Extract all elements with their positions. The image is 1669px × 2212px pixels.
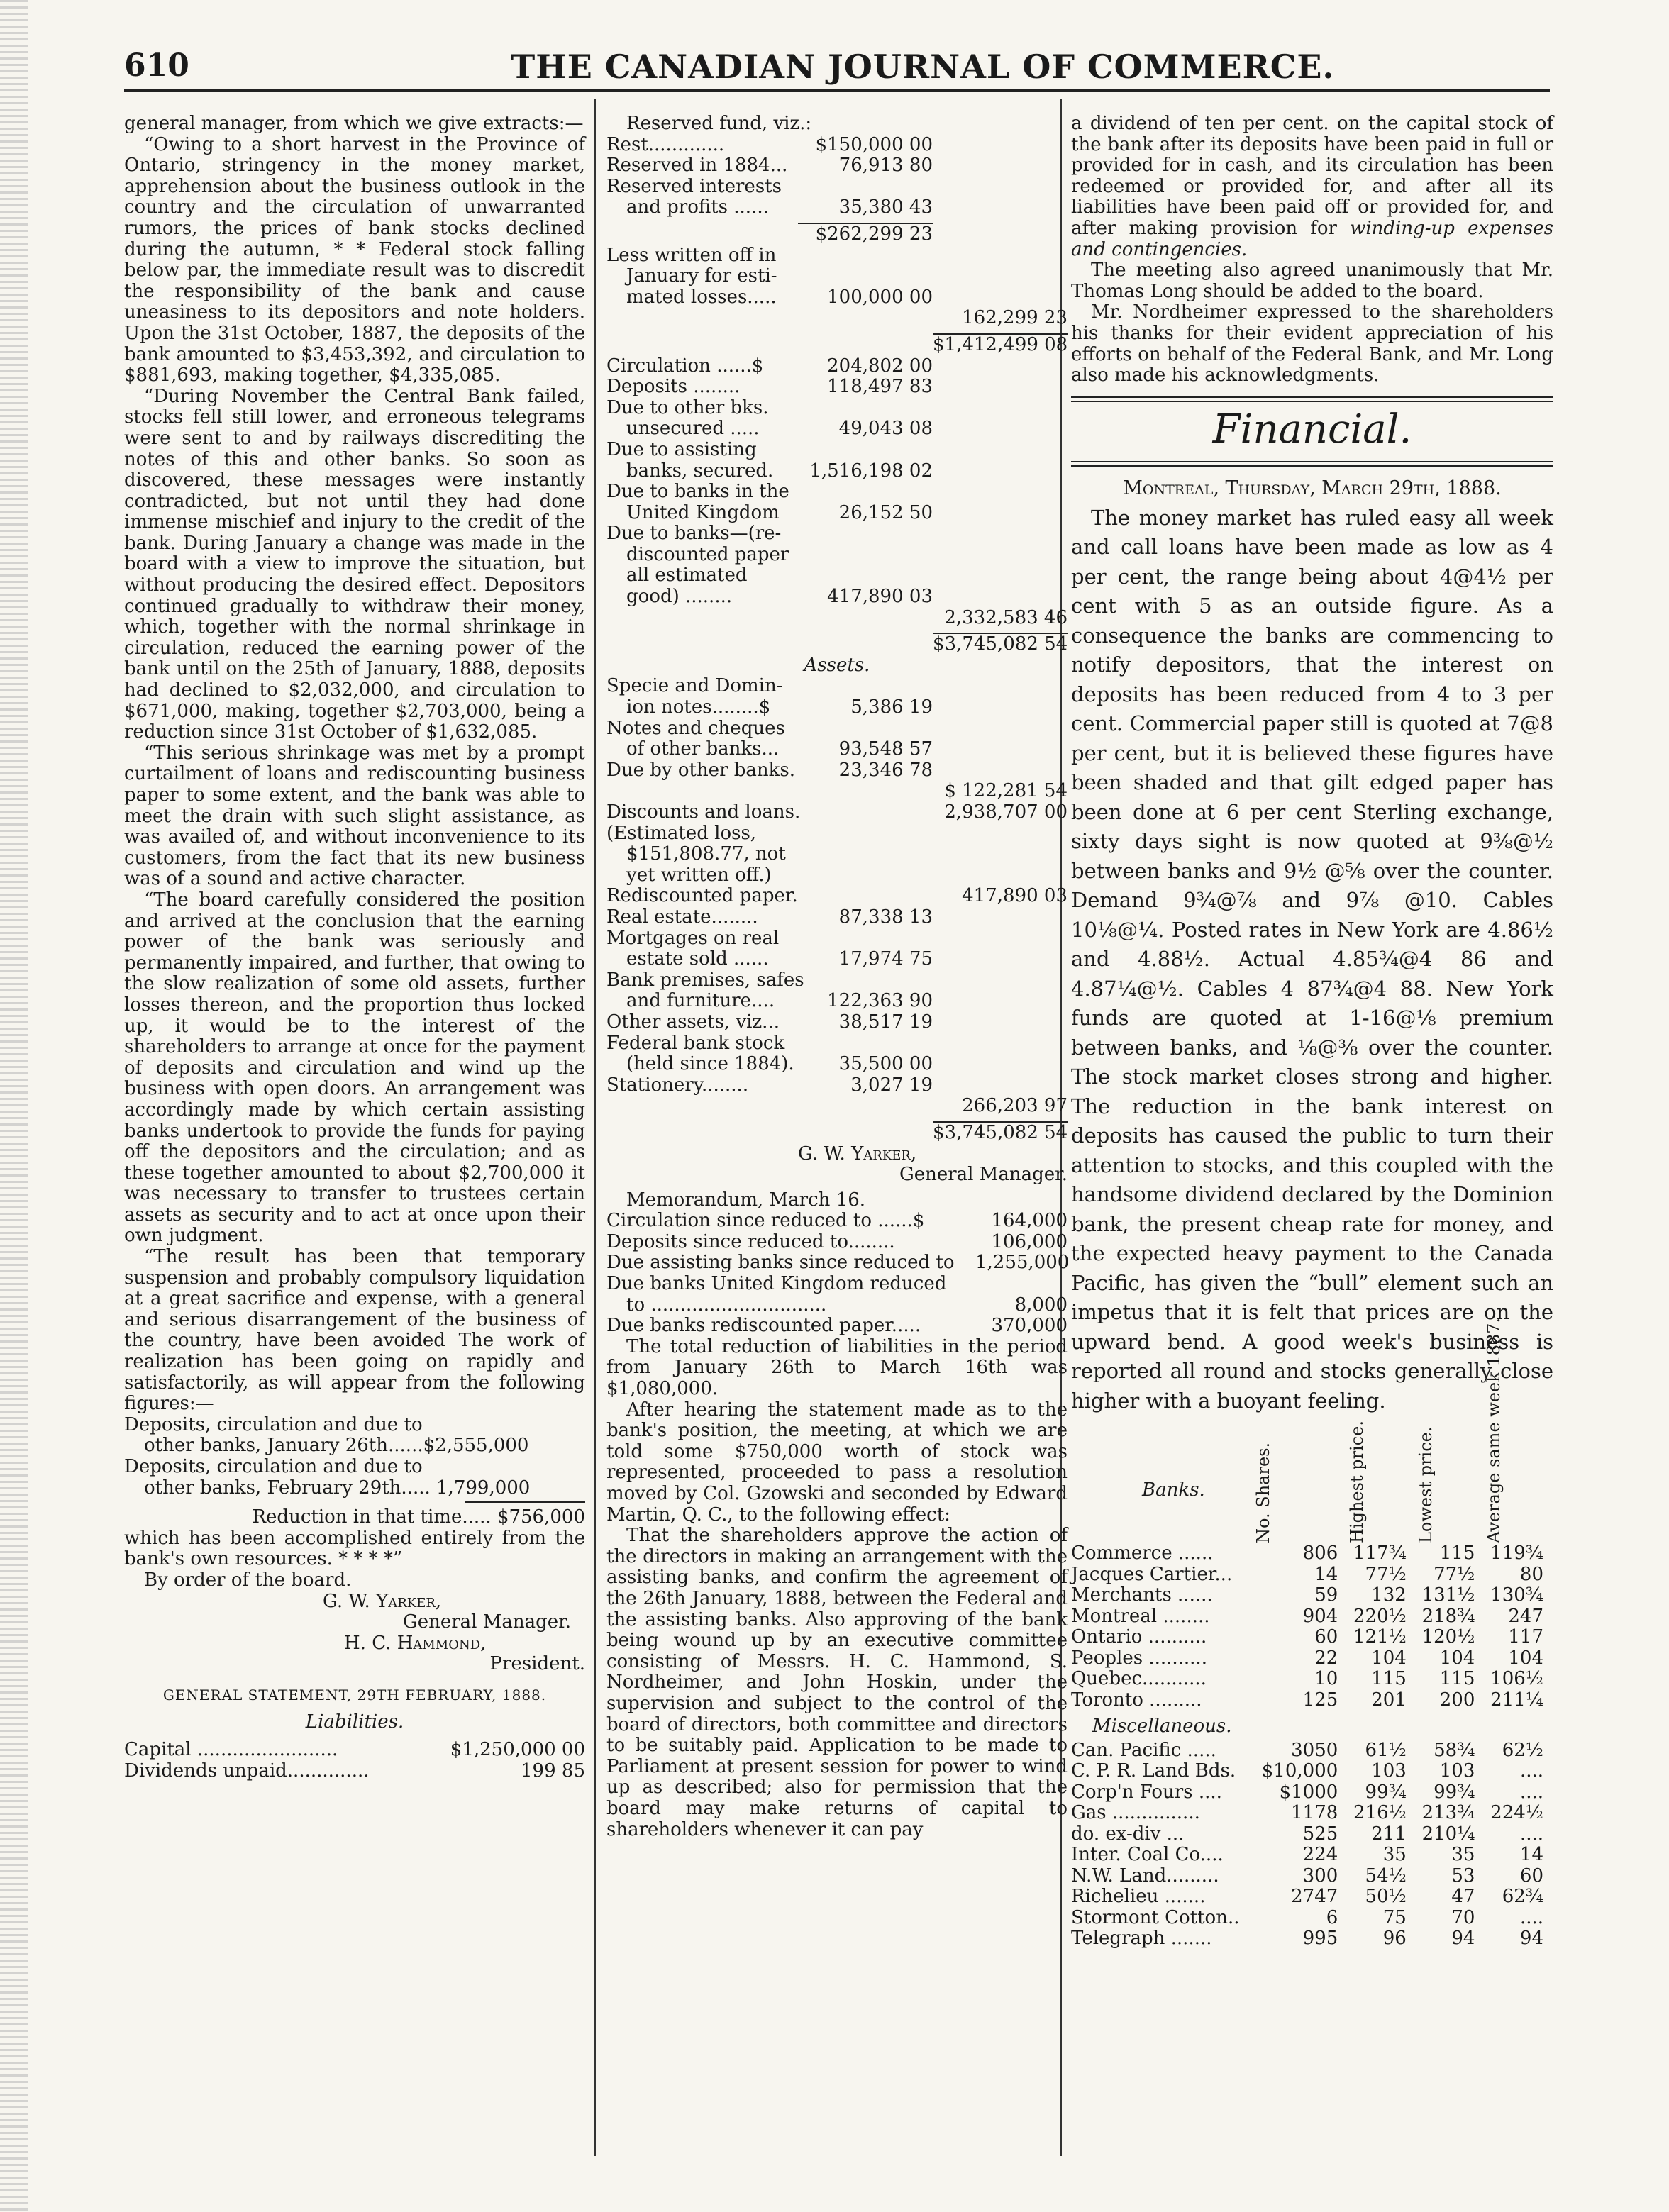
row-value: $3,745,082 54 bbox=[933, 1121, 1068, 1143]
row-label: Deposits since reduced to........ bbox=[606, 1231, 895, 1252]
memo-row bbox=[606, 1232, 1068, 1253]
row-value: 204,802 00 bbox=[827, 355, 933, 377]
stock-name: Stormont Cotton.. bbox=[1071, 1906, 1240, 1928]
row-value: 1,516,198 02 bbox=[809, 460, 933, 482]
stock-high: 61½ bbox=[1365, 1739, 1407, 1761]
row-value: 417,890 03 bbox=[827, 586, 933, 608]
stock-name: Montreal ........ bbox=[1071, 1605, 1210, 1627]
table-row bbox=[1071, 1908, 1553, 1929]
less-row bbox=[606, 287, 1068, 309]
stock-low: 210¼ bbox=[1421, 1823, 1475, 1845]
row-label: Specie and Domin- bbox=[606, 675, 783, 697]
section-rule bbox=[1071, 396, 1553, 402]
stock-high: 54½ bbox=[1365, 1864, 1407, 1886]
row-label: and furniture.... bbox=[626, 991, 775, 1012]
row-label: Due banks rediscounted paper..... bbox=[606, 1316, 921, 1337]
table-row bbox=[1071, 1606, 1553, 1628]
stock-high: 96 bbox=[1382, 1928, 1407, 1950]
row-value: 35,380 43 bbox=[838, 196, 933, 218]
table-row bbox=[1071, 1740, 1553, 1762]
stock-high: 103 bbox=[1371, 1760, 1407, 1782]
paragraph: The total reduction of liabilities in the period from January 26th to March 16th was $1,080,000. bbox=[606, 1335, 1068, 1400]
due-assist-row bbox=[606, 461, 1068, 482]
stock-high: 99¾ bbox=[1365, 1781, 1407, 1803]
stock-shares: 904 bbox=[1302, 1605, 1338, 1627]
stock-shares: 3050 bbox=[1291, 1739, 1338, 1761]
stock-shares: $10,000 bbox=[1261, 1760, 1338, 1782]
page-header bbox=[0, 39, 1669, 89]
sum-rule bbox=[465, 1501, 585, 1503]
stock-name: Telegraph ....... bbox=[1071, 1928, 1212, 1950]
stock-name: Merchants ...... bbox=[1071, 1584, 1213, 1606]
col-header-average: Average same week 1887. bbox=[1484, 1318, 1504, 1544]
memo-heading: Memorandum, March 16. bbox=[626, 1189, 866, 1211]
row-label: Reserved interests bbox=[606, 175, 782, 197]
stock-low: 70 bbox=[1451, 1906, 1475, 1928]
row-label: Dividends unpaid.............. bbox=[124, 1760, 370, 1782]
due-by-row bbox=[606, 760, 1068, 782]
statement-heading: GENERAL STATEMENT, 29TH FEBRUARY, 1888. bbox=[162, 1686, 547, 1704]
row-label: Discounts and loans. bbox=[606, 802, 801, 823]
profits-row bbox=[606, 197, 1068, 218]
row-value: $1,412,499 08 bbox=[933, 333, 1068, 355]
row-value: $ 122,281 54 bbox=[944, 780, 1068, 802]
table-header-row bbox=[1071, 1437, 1553, 1543]
table-row bbox=[1071, 1564, 1553, 1586]
page-number: 610 bbox=[124, 48, 189, 84]
stock-name: Ontario .......... bbox=[1071, 1626, 1207, 1648]
stock-low: 115 bbox=[1439, 1668, 1475, 1690]
column-1 bbox=[124, 113, 585, 1782]
stock-shares: 224 bbox=[1302, 1844, 1338, 1866]
subtotal-row bbox=[606, 224, 1068, 245]
row-label: Notes and cheques bbox=[606, 717, 785, 739]
row-label: Due assisting banks since reduced to bbox=[606, 1252, 955, 1274]
stock-high: 211 bbox=[1371, 1823, 1407, 1845]
row-label: estate sold ...... bbox=[626, 949, 769, 970]
header-rule bbox=[124, 89, 1550, 92]
dividends-row bbox=[124, 1761, 585, 1782]
stock-shares: 300 bbox=[1302, 1864, 1338, 1886]
stock-avg: 80 bbox=[1519, 1563, 1543, 1585]
row-label: Bank premises, safes bbox=[606, 969, 804, 991]
cash-total-row bbox=[606, 781, 1068, 802]
row-label: Less written off in bbox=[606, 244, 777, 266]
stock-name: C. P. R. Land Bds. bbox=[1071, 1760, 1236, 1782]
misc-heading: Miscellaneous. bbox=[1092, 1716, 1232, 1738]
paragraph-italic: winding-up expenses and contingencies. bbox=[1071, 217, 1553, 260]
table-row bbox=[1071, 1845, 1553, 1866]
stock-name: Gas ............... bbox=[1071, 1802, 1200, 1824]
stock-low: 47 bbox=[1451, 1886, 1475, 1908]
paragraph: “Owing to a short harvest in the Province of Ontario, stringency in the money market, apprehension about the business outlook in the country and the circulation of unwarranted rumors, the prices of bank stocks declined during the autumn, * * Federal stock falling below par, the immediate result was to discredit the responsibility of the bank and cause uneasiness to its depositors and note holders. Upon the 31st October, 1887, the deposits of the bank amounted to $3,453,392, and circulation to $881,693, making together, $4,335,085. bbox=[124, 133, 585, 387]
table-row bbox=[1071, 1669, 1553, 1690]
memo-row bbox=[606, 1252, 1068, 1274]
memo-row bbox=[606, 1211, 1068, 1232]
row-value: 106,000 bbox=[991, 1230, 1068, 1252]
signature-title: General Manager. bbox=[899, 1164, 1068, 1186]
stationery-row bbox=[606, 1075, 1068, 1096]
row-value: 162,299 23 bbox=[962, 307, 1068, 329]
stock-high: 104 bbox=[1371, 1647, 1407, 1669]
reserved-1884-row bbox=[606, 155, 1068, 177]
row-label: $151,808.77, not bbox=[626, 843, 786, 865]
row-value: 417,890 03 bbox=[962, 885, 1068, 907]
stock-name: N.W. Land......... bbox=[1071, 1864, 1219, 1886]
stock-name: do. ex-div ... bbox=[1071, 1823, 1185, 1845]
stock-avg: 94 bbox=[1519, 1928, 1543, 1950]
row-value: 370,000 bbox=[991, 1315, 1068, 1337]
stock-avg: 211¼ bbox=[1490, 1689, 1543, 1711]
stock-name: Quebec........... bbox=[1071, 1668, 1207, 1690]
stock-avg: 247 bbox=[1508, 1605, 1543, 1627]
reserved-heading: Reserved fund, viz.: bbox=[626, 113, 812, 134]
row-label: yet written off.) bbox=[626, 864, 772, 886]
row-label: banks, secured. bbox=[626, 460, 774, 482]
stock-low: 94 bbox=[1451, 1928, 1475, 1950]
liabilities-heading: Liabilities. bbox=[305, 1711, 404, 1733]
deposits-feb-label: Deposits, circulation and due to bbox=[124, 1456, 423, 1477]
row-value: 87,338 13 bbox=[838, 906, 933, 928]
stock-shares: 125 bbox=[1302, 1689, 1338, 1711]
stock-avg: 106½ bbox=[1490, 1668, 1543, 1690]
stock-name: Commerce ...... bbox=[1071, 1543, 1214, 1564]
row-label: Due by other banks. bbox=[606, 760, 796, 781]
row-label: Real estate........ bbox=[606, 906, 758, 928]
table-row bbox=[1071, 1585, 1553, 1606]
paragraph: After hearing the statement made as to the bank's position, the meeting, at which we are told some $750,000 worth of stock was represented, proceeded to pass a resolution moved by Col. Gzowski and seconded by Edward Martin, Q. C., to the following effect: bbox=[606, 1399, 1068, 1525]
table-row bbox=[1071, 1627, 1553, 1648]
deposits-jan-label: Deposits, circulation and due to bbox=[124, 1413, 423, 1435]
paragraph: “During November the Central Bank failed, stocks fell still lower, and erroneous telegrams were sent to and by railways discrediting the notes of this and other banks. So soon as discovered, these messages were instantly contradicted, but not until they had done immense mischief and injury to the credit of the bank. During January a change was made in the board with a view to improve the situation, but without producing the desired effect. Depositors continued gradually to withdraw their money, which, together with the normal shrinkage in circulation, reduced the earning power of the bank until on the 25th of January, 1888, deposits had declined to $2,032,000, and circulation to $671,000, making, together $2,703,000, being a reduction since 31st October of $1,632,085. bbox=[124, 385, 585, 743]
signature-name: G. W. Yarker, bbox=[323, 1590, 442, 1612]
table-row bbox=[1071, 1690, 1553, 1711]
real-estate-row bbox=[606, 907, 1068, 928]
row-label: Rediscounted paper. bbox=[606, 886, 798, 907]
row-label: Rest............. bbox=[606, 134, 725, 155]
row-value: 76,913 80 bbox=[838, 155, 933, 177]
row-label: Reserved in 1884... bbox=[606, 155, 788, 177]
row-value: $3,745,082 54 bbox=[933, 633, 1068, 655]
deposits-feb-line: other banks, February 29th..... 1,799,000 bbox=[144, 1477, 531, 1499]
stock-high: 50½ bbox=[1365, 1886, 1407, 1908]
row-value: 266,203 97 bbox=[962, 1095, 1068, 1117]
table-row bbox=[1071, 1761, 1553, 1782]
stock-high: 77½ bbox=[1365, 1563, 1407, 1585]
table-row bbox=[1071, 1782, 1553, 1803]
row-value: 38,517 19 bbox=[838, 1011, 933, 1033]
paragraph: “The result has been that temporary suspension and probably compulsory liquidation at a great sacrifice and expense, with a general and serious disarrangement of the business of the country, have been avoided The work of realization has been going on rapidly and satisfactorily, as will appear from the following figures:— bbox=[124, 1246, 585, 1415]
paragraph: That the shareholders approve the action of the directors in making an arrangement with the assisting banks, and confirm the agreement of the 26th January, 1888, between the Federal and the assisting banks. Also approving of the bank being wound up by an executive committee consisting of Messrs. H. C. Hammond, S. Nordheimer, and John Hoskin, under the supervision and subject to the control of the board of directors, both committee and directors to be suitably paid. Application to be made to Parliament at present session for power to wind up as described; also for permission that the board may make returns of capital to shareholders whenever it can pay bbox=[606, 1525, 1068, 1840]
row-label: Other assets, viz... bbox=[606, 1011, 780, 1033]
stock-avg: 224½ bbox=[1490, 1802, 1543, 1824]
stock-shares: 525 bbox=[1302, 1823, 1338, 1845]
stock-low: 99¾ bbox=[1434, 1781, 1475, 1803]
rest-row bbox=[606, 135, 1068, 156]
stock-avg: 119¾ bbox=[1490, 1543, 1543, 1564]
deposits-row bbox=[606, 377, 1068, 398]
binding-edge bbox=[0, 0, 28, 2212]
row-value: 93,548 57 bbox=[838, 738, 933, 760]
stock-shares: 60 bbox=[1314, 1626, 1338, 1648]
stock-low: 218¾ bbox=[1421, 1605, 1475, 1627]
stock-avg: 62½ bbox=[1502, 1739, 1543, 1761]
total-row bbox=[606, 335, 1068, 356]
stock-shares: 6 bbox=[1326, 1906, 1338, 1928]
redisc-row bbox=[606, 886, 1068, 907]
stock-low: 115 bbox=[1439, 1543, 1475, 1564]
stock-avg: .... bbox=[1519, 1906, 1543, 1928]
row-label: and profits ...... bbox=[626, 197, 769, 218]
stock-low: 58¾ bbox=[1434, 1739, 1475, 1761]
stock-shares: $1000 bbox=[1279, 1781, 1338, 1803]
stock-high: 220½ bbox=[1353, 1605, 1407, 1627]
stock-name: Can. Pacific ..... bbox=[1071, 1739, 1216, 1761]
stock-name: Toronto ......... bbox=[1071, 1689, 1202, 1711]
row-value: 5,386 19 bbox=[850, 696, 933, 718]
table-row bbox=[1071, 1928, 1553, 1950]
row-label: ion notes........$ bbox=[626, 697, 771, 718]
row-label: (Estimated loss, bbox=[606, 822, 757, 844]
due-redisc-row bbox=[606, 587, 1068, 608]
row-value: 26,152 50 bbox=[838, 501, 933, 523]
stock-shares: 2747 bbox=[1291, 1886, 1338, 1908]
paragraph: The meeting also agreed unanimously that Mr. Thomas Long should be added to the board. bbox=[1071, 260, 1553, 302]
stock-high: 121½ bbox=[1353, 1626, 1407, 1648]
assets-subtotal-row bbox=[606, 1096, 1068, 1117]
circulation-row bbox=[606, 356, 1068, 377]
stock-high: 132 bbox=[1371, 1584, 1407, 1606]
row-label: unsecured ..... bbox=[626, 418, 760, 440]
stock-high: 117¾ bbox=[1353, 1543, 1407, 1564]
stock-avg: 60 bbox=[1519, 1864, 1543, 1886]
net-row bbox=[606, 308, 1068, 329]
stock-shares: 995 bbox=[1302, 1928, 1338, 1950]
row-value: 3,027 19 bbox=[850, 1074, 933, 1096]
order-line: By order of the board. bbox=[144, 1569, 352, 1591]
table-row bbox=[1071, 1648, 1553, 1669]
row-value: 35,500 00 bbox=[838, 1053, 933, 1075]
col-header-banks: Banks. bbox=[1142, 1479, 1205, 1501]
row-label: Federal bank stock bbox=[606, 1032, 785, 1054]
stock-low: 120½ bbox=[1421, 1626, 1475, 1648]
signature-name: G. W. Yarker, bbox=[798, 1143, 917, 1165]
row-value: 100,000 00 bbox=[827, 286, 933, 308]
paragraph: Mr. Nordheimer expressed to the shareholders his thanks for their evident appreciation of his efforts on behalf of the Federal Bank, and Mr. Long also made his acknowledgments. bbox=[1071, 301, 1553, 387]
table-row bbox=[1071, 1543, 1553, 1564]
due-other-row bbox=[606, 418, 1068, 440]
signature-name: H. C. Hammond, bbox=[344, 1632, 487, 1654]
row-label: Due banks United Kingdom reduced bbox=[606, 1273, 947, 1295]
assets-total-row bbox=[606, 1123, 1068, 1144]
stock-shares: 806 bbox=[1302, 1543, 1338, 1564]
row-label: discounted paper bbox=[626, 543, 789, 565]
row-value: 17,974 75 bbox=[838, 948, 933, 970]
stock-shares: 22 bbox=[1314, 1647, 1338, 1669]
stock-avg: 117 bbox=[1508, 1626, 1543, 1648]
stock-shares: 1178 bbox=[1291, 1802, 1338, 1824]
paragraph: “This serious shrinkage was met by a prompt curtailment of loans and rediscounting business paper to some extent, and the bank was able to meet the drain with such slight assistance, as was availed of, and without inconvenience to its customers, from the fact that its new business was of a sound and active character. bbox=[124, 742, 585, 890]
col-header-lowest: Lowest price. bbox=[1415, 1426, 1436, 1544]
row-value: $150,000 00 bbox=[815, 133, 933, 155]
table-section-row bbox=[1071, 1711, 1553, 1740]
row-label: Deposits ........ bbox=[606, 377, 741, 398]
journal-title: THE CANADIAN JOURNAL OF COMMERCE. bbox=[511, 48, 1335, 86]
liab-total-row bbox=[606, 634, 1068, 655]
stock-shares: 59 bbox=[1314, 1584, 1338, 1606]
stock-high: 216½ bbox=[1353, 1802, 1407, 1824]
deposits-jan-line: other banks, January 26th......$2,555,000 bbox=[144, 1435, 529, 1457]
stock-name: Richelieu ....... bbox=[1071, 1886, 1206, 1908]
stock-shares: 10 bbox=[1314, 1668, 1338, 1690]
row-value: 23,346 78 bbox=[838, 759, 933, 781]
row-value: $1,250,000 00 bbox=[450, 1739, 585, 1761]
col-header-shares: No. Shares. bbox=[1253, 1443, 1274, 1544]
stock-low: 103 bbox=[1439, 1760, 1475, 1782]
row-value: 2,938,707 00 bbox=[944, 801, 1068, 823]
row-value: $262,299 23 bbox=[815, 223, 933, 245]
row-label: January for esti- bbox=[626, 265, 777, 287]
stock-table bbox=[1071, 1318, 1553, 1950]
row-label: all estimated bbox=[626, 565, 748, 587]
row-value: 164,000 bbox=[991, 1210, 1068, 1232]
row-label: mated losses..... bbox=[626, 287, 777, 308]
stock-avg: .... bbox=[1519, 1781, 1543, 1803]
row-label: Circulation since reduced to ......$ bbox=[606, 1211, 925, 1232]
stock-avg: 130¾ bbox=[1490, 1584, 1543, 1606]
stock-low: 77½ bbox=[1434, 1563, 1475, 1585]
stock-avg: .... bbox=[1519, 1760, 1543, 1782]
row-label: good) ........ bbox=[626, 587, 733, 608]
paragraph: general manager, from which we give extracts:— bbox=[124, 113, 584, 134]
row-label: Circulation ......$ bbox=[606, 355, 764, 377]
stock-avg: .... bbox=[1519, 1823, 1543, 1845]
column-divider bbox=[594, 99, 596, 2156]
stock-name: Peoples .......... bbox=[1071, 1647, 1207, 1669]
table-row bbox=[1071, 1866, 1553, 1887]
assets-heading: Assets. bbox=[804, 654, 870, 676]
row-label: United Kingdom bbox=[626, 502, 780, 523]
federal-stock-row bbox=[606, 1054, 1068, 1075]
row-label: Due to assisting bbox=[606, 438, 757, 460]
table-row bbox=[1071, 1824, 1553, 1845]
reduction-line: Reduction in that time..... $756,000 bbox=[252, 1506, 585, 1528]
stock-avg: 14 bbox=[1519, 1844, 1543, 1866]
row-value: 8,000 bbox=[1014, 1294, 1068, 1316]
col-header-highest: Highest price. bbox=[1347, 1421, 1368, 1544]
row-label: of other banks... bbox=[626, 739, 780, 760]
specie-row bbox=[606, 697, 1068, 718]
financial-report: The money market has ruled easy all week and call loans have been made as low as 4 per cent, the range being about 4@4½ per cent with 5 as an outside figure. As a consequence the banks are commencing to notify depositors, that the interest on deposits has been reduced from 4 to 3 per cent. Commercial paper still is quoted at 7@8 per cent, but it is believed these figures have been shaded and that gilt edged paper has been done at 6 per cent Sterling exchange, sixty days sight is now quoted at 9⅜@½ between banks and 9½ @⅝ over the counter. Demand 9¾@⅞ and 9⅞ @10. Cables 10⅛@¼. Posted rates in New York are 4.86½ and 4.88½. Actual 4.85¾@4 86 and 4.87¼@½. Cables 4 87¾@4 88. New York funds are quoted at 1-16@⅛ premium between banks, and ⅛@⅜ over the counter. The stock market closes strong and higher. The reduction in the bank interest on deposits has caused the public to turn their attention to stocks, and this coupled with the handsome dividend declared by the Dominion bank, the present cheap rate for money, and the expected heavy payment to the Canada Pacific, has given the “bull” element such an impetus that it is felt that prices are on the upward bend. A good week's business is reported all round and stocks generally close higher with a buoyant feeling. bbox=[1071, 505, 1553, 1413]
stock-avg: 104 bbox=[1508, 1647, 1543, 1669]
capital-row bbox=[124, 1740, 585, 1761]
mortgages-row bbox=[606, 949, 1068, 970]
stock-high: 115 bbox=[1371, 1668, 1407, 1690]
paragraph bbox=[1071, 113, 1553, 260]
signature-title: General Manager. bbox=[402, 1611, 571, 1633]
section-rule bbox=[1071, 461, 1553, 467]
row-label: to .............................. bbox=[626, 1294, 827, 1316]
row-label: Due to banks—(re- bbox=[606, 523, 782, 545]
row-label: Due to other bks. bbox=[606, 396, 769, 418]
signature-title: President. bbox=[489, 1653, 585, 1675]
stock-avg: 62¾ bbox=[1502, 1886, 1543, 1908]
row-value: 122,363 90 bbox=[827, 990, 933, 1012]
column-2 bbox=[606, 113, 1068, 1840]
stock-shares: 14 bbox=[1314, 1563, 1338, 1585]
paragraph-text: a dividend of ten per cent. on the capital stock of the bank after its deposits have been paid in full or provided for in cash, and its circulation has been redeemed or provided for, and after all its liabilities have been paid off or provided for, and after making provision for bbox=[1071, 113, 1553, 239]
notes-row bbox=[606, 739, 1068, 760]
premises-row bbox=[606, 991, 1068, 1012]
row-value: 49,043 08 bbox=[838, 418, 933, 440]
column-3 bbox=[1071, 113, 1553, 1950]
stock-high: 75 bbox=[1382, 1906, 1407, 1928]
stock-low: 200 bbox=[1439, 1689, 1475, 1711]
row-value: 1,255,000 bbox=[975, 1252, 1070, 1274]
paragraph: “The board carefully considered the position and arrived at the conclusion that the earning power of the bank was seriously and permanently impaired, and further, that owing to the slow realization of some old assets, further losses thereon, and the proportion thus locked up, it would be to the interest of the shareholders to arrange at once for the payment of deposits and circulation and wind up the business with open doors. An arrangement was accordingly made by which certain assisting banks undertook to provide the funds for paying off the depositors and the circulation; and as these together amounted to about $2,700,000 it was necessary to transfer to trustees certain assets as security and to act at once upon their own judgment. bbox=[124, 889, 585, 1247]
stock-low: 131½ bbox=[1421, 1584, 1475, 1606]
stock-low: 213¾ bbox=[1421, 1802, 1475, 1824]
memo-row bbox=[606, 1295, 1068, 1316]
stock-high: 201 bbox=[1371, 1689, 1407, 1711]
row-label: (held since 1884). bbox=[626, 1054, 794, 1075]
row-value: 2,332,583 46 bbox=[944, 606, 1068, 628]
row-label: Stationery........ bbox=[606, 1074, 749, 1096]
stock-name: Inter. Coal Co.... bbox=[1071, 1844, 1224, 1866]
financial-heading: Financial. bbox=[1212, 406, 1412, 452]
table-row bbox=[1071, 1886, 1553, 1908]
row-label: Capital ........................ bbox=[124, 1740, 338, 1761]
discounts-row bbox=[606, 802, 1068, 823]
liab-subtotal-row bbox=[606, 608, 1068, 629]
stock-name: Corp'n Fours .... bbox=[1071, 1781, 1222, 1803]
stock-low: 53 bbox=[1451, 1864, 1475, 1886]
stock-low: 104 bbox=[1439, 1647, 1475, 1669]
row-label: Due to banks in the bbox=[606, 481, 789, 503]
stock-high: 35 bbox=[1382, 1844, 1407, 1866]
row-value: 199 85 bbox=[521, 1760, 585, 1782]
due-uk-row bbox=[606, 503, 1068, 524]
stock-name: Jacques Cartier... bbox=[1071, 1563, 1233, 1585]
other-assets-row bbox=[606, 1012, 1068, 1033]
row-label: Mortgages on real bbox=[606, 927, 780, 949]
memo-row bbox=[606, 1316, 1068, 1337]
stock-low: 35 bbox=[1451, 1844, 1475, 1866]
dateline: Montreal, Thursday, March 29th, 1888. bbox=[1123, 477, 1502, 500]
table-row bbox=[1071, 1803, 1553, 1824]
paragraph: which has been accomplished entirely from the bank's own resources. * * * *” bbox=[124, 1527, 585, 1570]
row-value: 118,497 83 bbox=[827, 376, 933, 398]
